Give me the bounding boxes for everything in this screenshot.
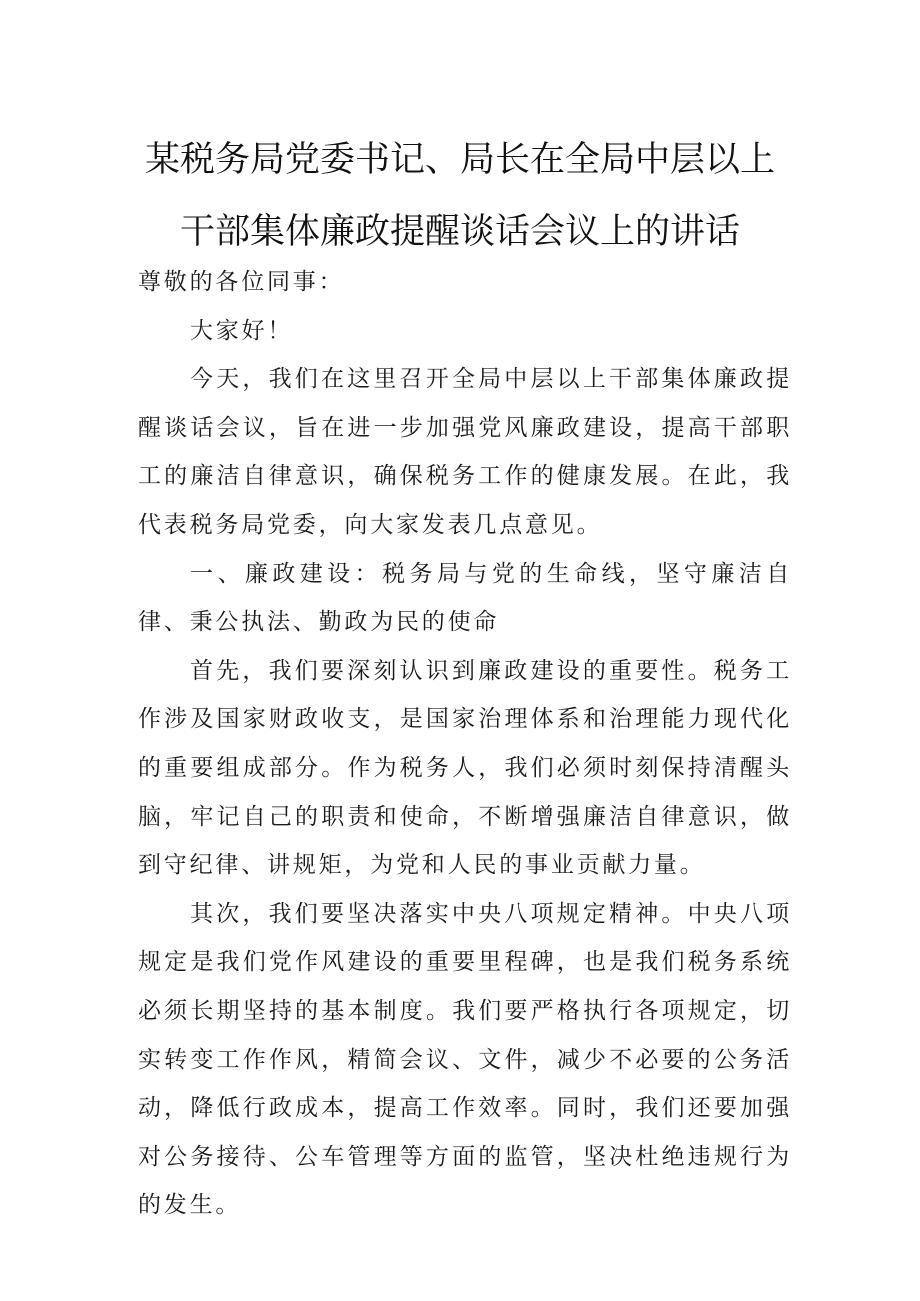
paragraph-intro: 今天，我们在这里召开全局中层以上干部集体廉政提醒谈话会议，旨在进一步加强党风廉政建设，提高干部职工的廉洁自律意识，确保税务工作的健康发展。在此，我代表税务局党委，向大家发表几点意见。 [138, 366, 792, 538]
paragraph-second: 其次，我们要坚决落实中央八项规定精神。中央八项规定是我们党作风建设的重要里程碑，也是我们税务系统必须长期坚持的基本制度。我们要严格执行各项规定，切实转变工作作风，精简会议、文件，减少不必要的公务活动，降低行政成本，提高工作效率。同时，我们还要加强对公务接待、公车管理等方面的监管，坚决杜绝违规行为的发生。 [138, 900, 792, 1219]
section-heading-1: 一、廉政建设：税务局与党的生命线，坚守廉洁自律、秉公执法、勤政为民的使命 [138, 560, 792, 636]
paragraph-first: 首先，我们要深刻认识到廉政建设的重要性。税务工作涉及国家财政收支，是国家治理体系和治理能力现代化的重要组成部分。作为税务人，我们必须时刻保持清醒头脑，牢记自己的职责和使命，不断增强廉洁自律意识，做到守纪律、讲规矩，为党和人民的事业贡献力量。 [138, 657, 792, 879]
greeting: 大家好！ [190, 317, 294, 344]
document-title-line-2: 干部集体廉政提醒谈话会议上的讲话 [179, 212, 740, 252]
document-body [138, 258, 792, 1230]
document-title-line-1: 某税务局党委书记、局长在全局中层以上 [144, 140, 775, 180]
salutation: 尊敬的各位同事： [138, 269, 345, 295]
